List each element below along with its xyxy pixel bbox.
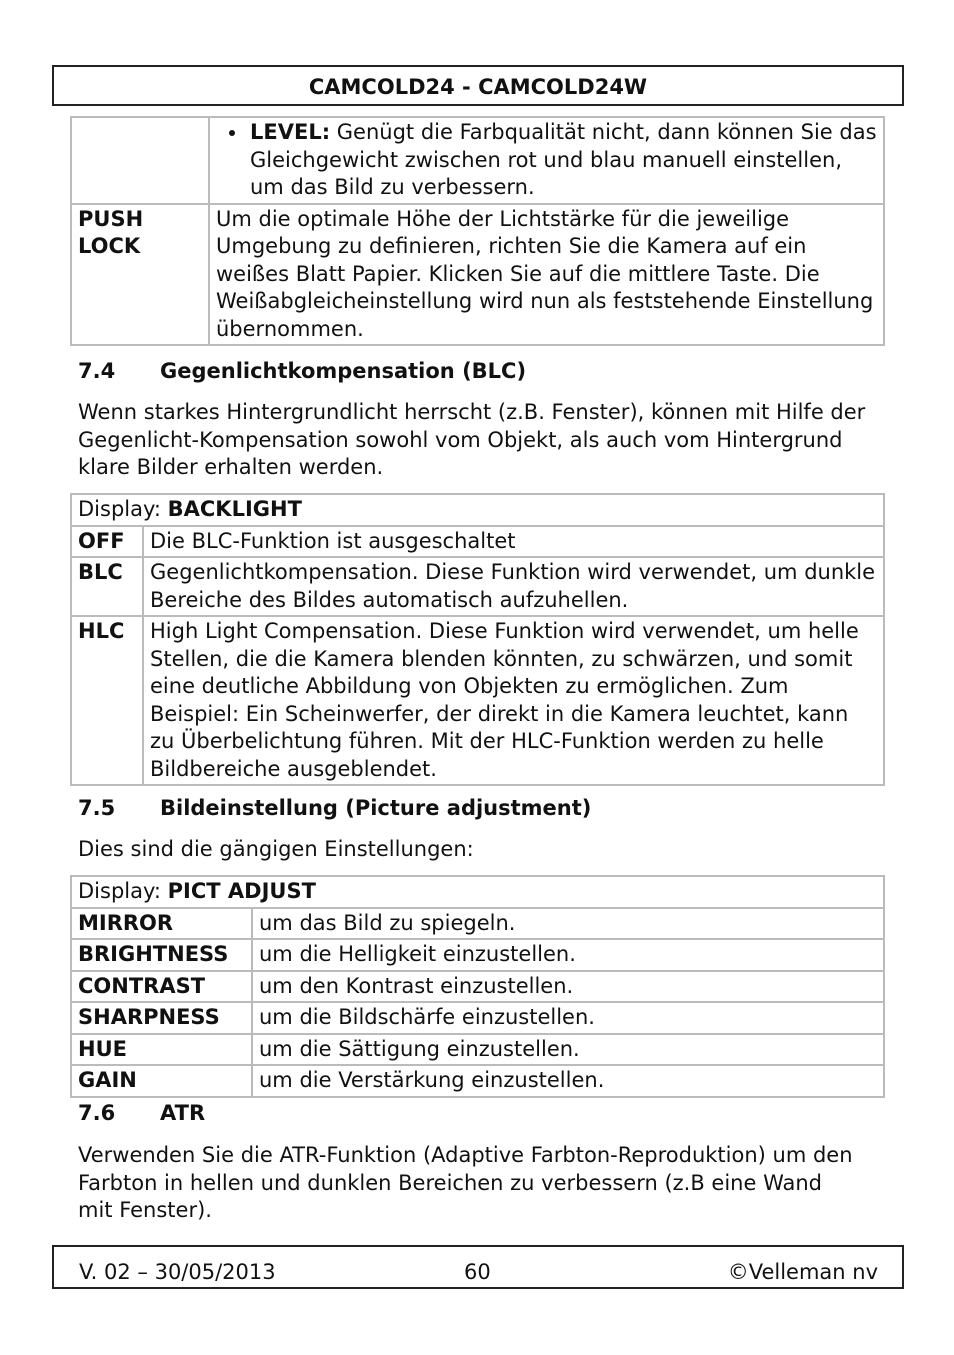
row-key: HLC — [71, 616, 143, 785]
level-pushlock-table — [70, 116, 885, 346]
section-title: ATR — [160, 1101, 206, 1125]
key-label: LOCK — [78, 234, 141, 258]
table-row — [71, 204, 884, 346]
row-text: um die Bildschärfe einzustellen. — [252, 1002, 884, 1034]
row-text: um das Bild zu spiegeln. — [252, 908, 884, 940]
row-key: SHARPNESS — [71, 1002, 252, 1034]
display-header-cell — [71, 494, 884, 526]
row-text: Gegenlichtkompensation. Diese Funktion wird verwendet, um dunkle Bereiche des Bildes automatisch aufzuhellen. — [143, 557, 884, 616]
table-row — [71, 971, 884, 1003]
display-header-cell — [71, 876, 884, 908]
header-title: CAMCOLD24 - CAMCOLD24W — [308, 75, 648, 99]
row-key: CONTRAST — [71, 971, 252, 1003]
table-row — [71, 526, 884, 558]
row-key: BLC — [71, 557, 143, 616]
level-label: LEVEL: — [250, 120, 331, 144]
row-key: MIRROR — [71, 908, 252, 940]
section-heading-7-4 — [78, 358, 526, 386]
row-text: Die BLC-Funktion ist ausgeschaltet — [143, 526, 884, 558]
display-prefix: Display: — [78, 879, 168, 903]
row-text: um die Sättigung einzustellen. — [252, 1034, 884, 1066]
empty-key-cell — [71, 117, 209, 204]
table-row — [71, 616, 884, 785]
footer-version: V. 02 – 30/05/2013 — [79, 1260, 276, 1284]
level-text: Genügt die Farbqualität nicht, dann können Sie das Gleichgewicht zwischen rot und blau manuell einstellen, um das Bild zu verbessern. — [250, 120, 877, 199]
level-cell — [209, 117, 884, 204]
table-row — [71, 494, 884, 526]
table-row — [71, 1034, 884, 1066]
display-value: BACKLIGHT — [167, 497, 302, 521]
table-row — [71, 939, 884, 971]
table-row — [71, 1002, 884, 1034]
table-row — [71, 1065, 884, 1097]
backlight-table — [70, 493, 885, 786]
row-key: BRIGHTNESS — [71, 939, 252, 971]
row-key: HUE — [71, 1034, 252, 1066]
section-heading-7-6 — [78, 1100, 205, 1128]
row-text: um die Verstärkung einzustellen. — [252, 1065, 884, 1097]
row-text: um den Kontrast einzustellen. — [252, 971, 884, 1003]
section-7-4-intro: Wenn starkes Hintergrundlicht herrscht (z.B. Fenster), können mit Hilfe der Gegenlicht-Kompensation sowohl vom Objekt, als auch vom Hintergrund klare Bilder erhalten werden. — [78, 400, 866, 479]
page-header — [52, 65, 904, 106]
section-7-5-intro: Dies sind die gängigen Einstellungen: — [78, 837, 474, 861]
row-key: OFF — [71, 526, 143, 558]
footer-page-number: 60 — [464, 1260, 491, 1284]
pushlock-key-cell — [71, 204, 209, 346]
table-row — [71, 876, 884, 908]
table-row — [71, 117, 884, 204]
row-text: High Light Compensation. Diese Funktion wird verwendet, um helle Stellen, die die Kamera blenden könnten, zu schwärzen, und somit eine deutliche Abbildung von Objekten zu ermöglichen. Zum Beispiel: Ein Scheinwerfer, der direkt in die Kamera leuchtet, kann zu Überbelichtung führen. Mit der HLC-Funktion werden zu helle Bildbereiche ausgeblendet. — [143, 616, 884, 785]
pushlock-text: Um die optimale Höhe der Lichtstärke für die jeweilige Umgebung zu definieren, richten Sie die Kamera auf ein weißes Blatt Papier. Klicken Sie auf die mittlere Taste. Die Weißabgleicheinstellung wird nun als feststehende Einstellung übernommen. — [209, 204, 884, 346]
footer-copyright: ©Velleman nv — [727, 1260, 878, 1284]
page-footer — [52, 1245, 904, 1289]
pict-adjust-table — [70, 875, 885, 1098]
section-number: 7.5 — [78, 796, 116, 820]
table-row — [71, 557, 884, 616]
section-number: 7.4 — [78, 359, 116, 383]
display-prefix: Display: — [78, 497, 168, 521]
list-item — [248, 119, 877, 202]
row-key: GAIN — [71, 1065, 252, 1097]
key-label: PUSH — [78, 206, 144, 231]
row-text: um die Helligkeit einzustellen. — [252, 939, 884, 971]
section-title: Bildeinstellung (Picture adjustment) — [160, 796, 592, 820]
table-row — [71, 908, 884, 940]
section-7-6-text: Verwenden Sie die ATR-Funktion (Adaptive Farbton-Reproduktion) um den Farbton in hellen und dunklen Bereichen zu verbessern (z.B eine Wand mit Fenster). — [78, 1143, 853, 1222]
section-title: Gegenlichtkompensation (BLC) — [160, 359, 527, 383]
section-number: 7.6 — [78, 1101, 116, 1125]
section-heading-7-5 — [78, 795, 591, 823]
level-bullet-list — [216, 119, 877, 202]
display-value: PICT ADJUST — [167, 879, 316, 903]
